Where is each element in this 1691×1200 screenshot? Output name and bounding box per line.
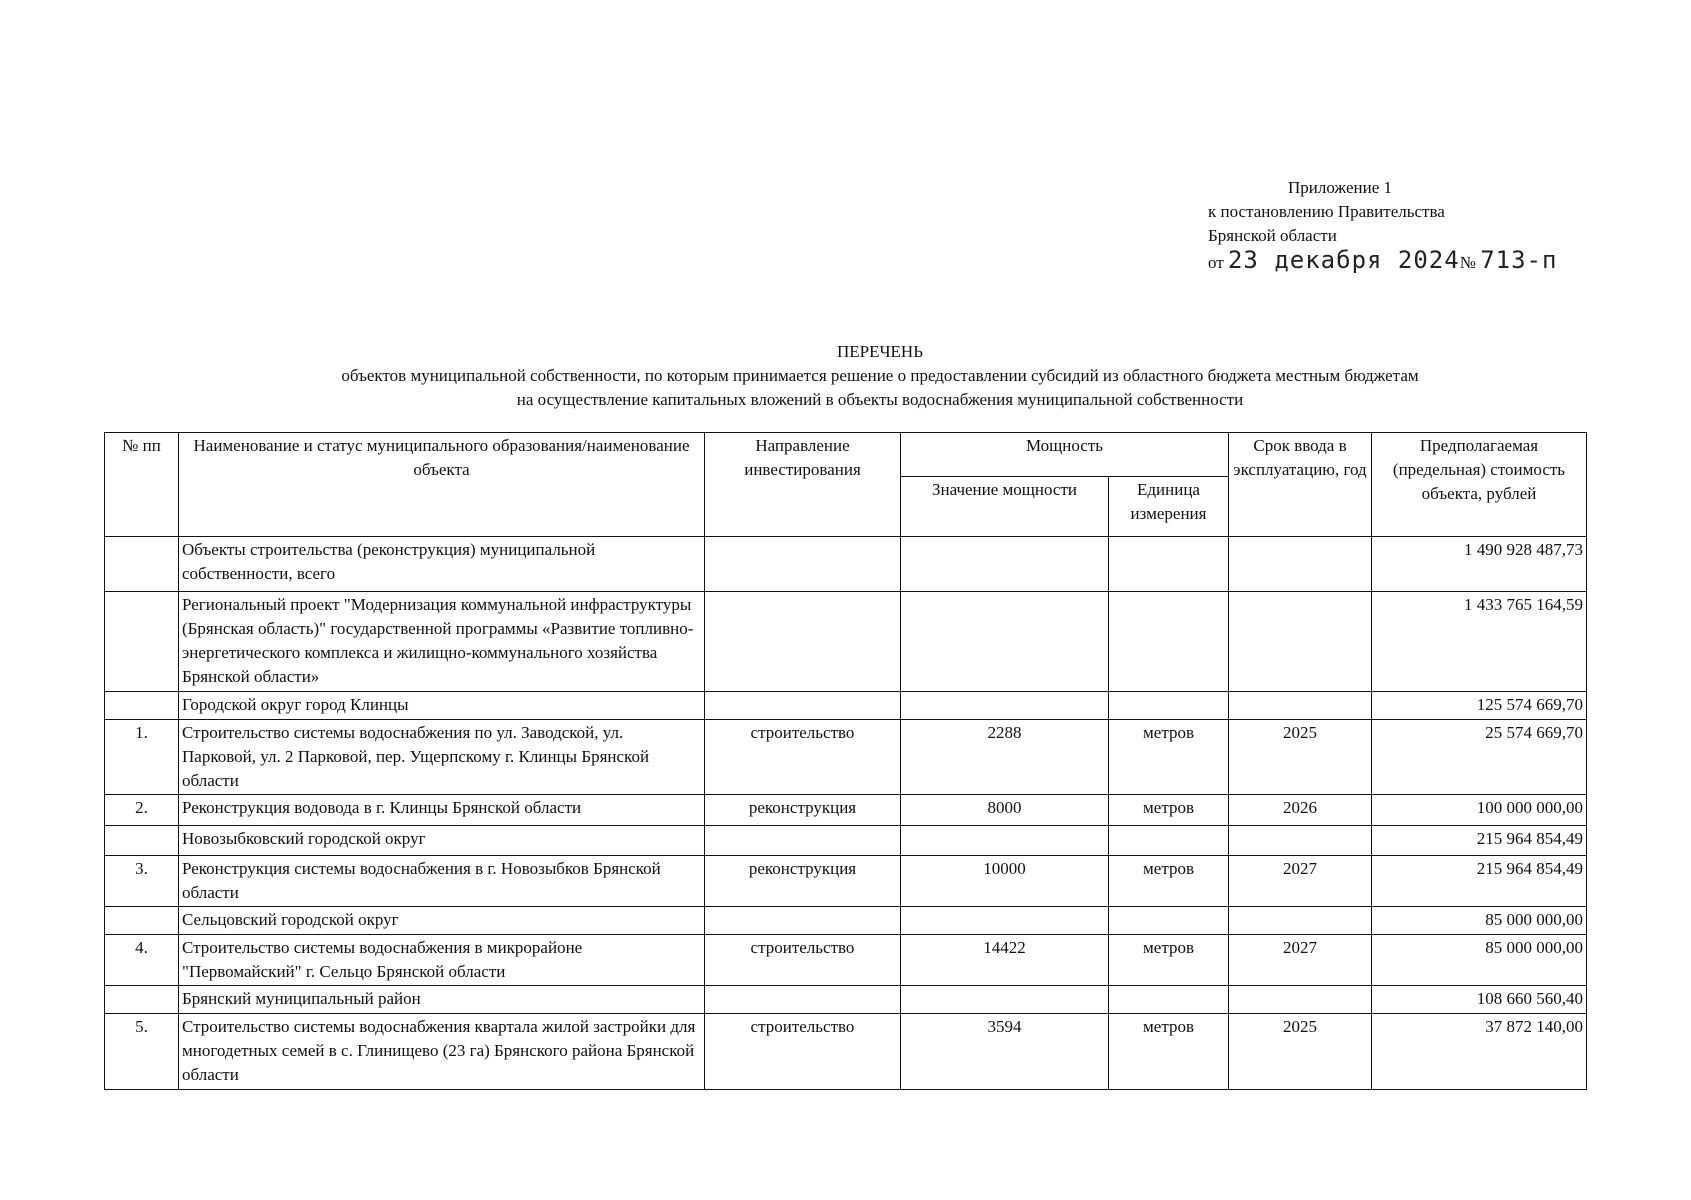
row-cost: 85 000 000,00 bbox=[1372, 935, 1587, 986]
row-name: Сельцовский городской округ bbox=[179, 907, 705, 935]
date-prefix: от bbox=[1208, 253, 1224, 272]
row-cost: 215 964 854,49 bbox=[1372, 856, 1587, 907]
row-year: 2025 bbox=[1229, 720, 1372, 795]
table-row bbox=[105, 856, 1587, 907]
row-cost: 125 574 669,70 bbox=[1372, 692, 1587, 720]
handwritten-number: 713-п bbox=[1480, 246, 1558, 274]
row-direction bbox=[705, 986, 901, 1014]
row-year bbox=[1229, 537, 1372, 592]
row-name: Реконструкция водовода в г. Клинцы Брянской области bbox=[179, 795, 705, 826]
row-name: Брянский муниципальный район bbox=[179, 986, 705, 1014]
table-row bbox=[105, 720, 1587, 795]
row-cost: 100 000 000,00 bbox=[1372, 795, 1587, 826]
appendix-title: Приложение 1 bbox=[1288, 178, 1392, 197]
header-direction: Направление инвестирования bbox=[705, 433, 901, 537]
row-direction: строительство bbox=[705, 1014, 901, 1090]
row-num: 4. bbox=[105, 935, 179, 986]
row-direction: реконструкция bbox=[705, 795, 901, 826]
row-capacity-value: 14422 bbox=[901, 935, 1109, 986]
row-capacity-value bbox=[901, 537, 1109, 592]
header-unit: Единица измерения bbox=[1109, 477, 1229, 537]
row-cost: 108 660 560,40 bbox=[1372, 986, 1587, 1014]
header-cost: Предполагаемая (предельная) стоимость объекта, рублей bbox=[1372, 433, 1587, 537]
row-num: 1. bbox=[105, 720, 179, 795]
handwritten-date: 23 декабря 2024 bbox=[1227, 246, 1460, 274]
row-cost: 25 574 669,70 bbox=[1372, 720, 1587, 795]
row-capacity-value: 8000 bbox=[901, 795, 1109, 826]
table-row bbox=[105, 986, 1587, 1014]
row-unit bbox=[1109, 692, 1229, 720]
row-capacity-value bbox=[901, 826, 1109, 856]
table-row bbox=[105, 692, 1587, 720]
row-name: Новозыбковский городской округ bbox=[179, 826, 705, 856]
header-term: Срок ввода в эксплуатацию, год bbox=[1229, 433, 1372, 537]
row-unit: метров bbox=[1109, 856, 1229, 907]
row-direction: строительство bbox=[705, 720, 901, 795]
row-year bbox=[1229, 907, 1372, 935]
row-name: Строительство системы водоснабжения квартала жилой застройки для многодетных семей в с. Глинищево (23 га) Брянского района Брянской области bbox=[179, 1014, 705, 1090]
row-direction bbox=[705, 537, 901, 592]
row-year: 2026 bbox=[1229, 795, 1372, 826]
row-capacity-value: 2288 bbox=[901, 720, 1109, 795]
table-row bbox=[105, 592, 1587, 692]
row-year bbox=[1229, 986, 1372, 1014]
row-capacity-value: 10000 bbox=[901, 856, 1109, 907]
row-direction bbox=[705, 592, 901, 692]
document-heading bbox=[0, 340, 1691, 412]
appendix-resolution: к постановлению Правительства bbox=[1208, 202, 1445, 221]
row-num bbox=[105, 692, 179, 720]
row-year: 2027 bbox=[1229, 935, 1372, 986]
appendix-region: Брянской области bbox=[1208, 226, 1337, 245]
row-num bbox=[105, 826, 179, 856]
row-num: 3. bbox=[105, 856, 179, 907]
number-prefix: № bbox=[1459, 253, 1476, 272]
row-unit: метров bbox=[1109, 720, 1229, 795]
row-num bbox=[105, 537, 179, 592]
row-num bbox=[105, 986, 179, 1014]
row-unit: метров bbox=[1109, 795, 1229, 826]
row-cost: 37 872 140,00 bbox=[1372, 1014, 1587, 1090]
row-direction bbox=[705, 692, 901, 720]
row-cost: 215 964 854,49 bbox=[1372, 826, 1587, 856]
document-subtitle-line1: объектов муниципальной собственности, по которым принимается решение о предоставлении субсидий из областного бюджета местным бюджетам bbox=[341, 366, 1419, 385]
row-direction: реконструкция bbox=[705, 856, 901, 907]
objects-table bbox=[104, 432, 1587, 1090]
row-name: Региональный проект "Модернизация коммунальной инфраструктуры (Брянская область)" государственной программы «Развитие топливно-энергетического комплекса и жилищно-коммунального хозяйства Брянской области» bbox=[179, 592, 705, 692]
row-direction bbox=[705, 907, 901, 935]
table-body bbox=[105, 537, 1587, 1090]
row-capacity-value bbox=[901, 907, 1109, 935]
row-year bbox=[1229, 692, 1372, 720]
table-row bbox=[105, 1014, 1587, 1090]
table-row bbox=[105, 907, 1587, 935]
row-num bbox=[105, 592, 179, 692]
header-num: № пп bbox=[105, 433, 179, 537]
document-subtitle-line2: на осуществление капитальных вложений в объекты водоснабжения муниципальной собственности bbox=[516, 390, 1244, 409]
row-capacity-value: 3594 bbox=[901, 1014, 1109, 1090]
row-direction: строительство bbox=[705, 935, 901, 986]
row-unit bbox=[1109, 592, 1229, 692]
row-name: Реконструкция системы водоснабжения в г. Новозыбков Брянской области bbox=[179, 856, 705, 907]
row-year bbox=[1229, 826, 1372, 856]
table-row bbox=[105, 795, 1587, 826]
row-name: Строительство системы водоснабжения по ул. Заводской, ул. Парковой, ул. 2 Парковой, пер. Ущерпскому г. Клинцы Брянской области bbox=[179, 720, 705, 795]
row-name: Объекты строительства (реконструкция) муниципальной собственности, всего bbox=[179, 537, 705, 592]
row-name: Городской округ город Клинцы bbox=[179, 692, 705, 720]
row-unit bbox=[1109, 907, 1229, 935]
row-cost: 1 490 928 487,73 bbox=[1372, 537, 1587, 592]
row-num bbox=[105, 907, 179, 935]
row-name: Строительство системы водоснабжения в микрорайоне "Первомайский" г. Сельцо Брянской области bbox=[179, 935, 705, 986]
row-cost: 85 000 000,00 bbox=[1372, 907, 1587, 935]
header-capacity-value: Значение мощности bbox=[901, 477, 1109, 537]
row-num: 5. bbox=[105, 1014, 179, 1090]
table-row bbox=[105, 537, 1587, 592]
row-num: 2. bbox=[105, 795, 179, 826]
table-row bbox=[105, 826, 1587, 856]
row-capacity-value bbox=[901, 592, 1109, 692]
header-name: Наименование и статус муниципального образования/наименование объекта bbox=[179, 433, 705, 537]
row-unit: метров bbox=[1109, 1014, 1229, 1090]
row-capacity-value bbox=[901, 692, 1109, 720]
row-unit bbox=[1109, 826, 1229, 856]
appendix-block bbox=[1208, 176, 1557, 275]
row-unit bbox=[1109, 986, 1229, 1014]
table-row bbox=[105, 935, 1587, 986]
appendix-date-line bbox=[1208, 248, 1557, 275]
row-unit bbox=[1109, 537, 1229, 592]
row-year bbox=[1229, 592, 1372, 692]
row-direction bbox=[705, 826, 901, 856]
header-capacity: Мощность bbox=[901, 433, 1229, 477]
row-unit: метров bbox=[1109, 935, 1229, 986]
row-cost: 1 433 765 164,59 bbox=[1372, 592, 1587, 692]
row-capacity-value bbox=[901, 986, 1109, 1014]
row-year: 2025 bbox=[1229, 1014, 1372, 1090]
document-title: ПЕРЕЧЕНЬ bbox=[837, 342, 923, 361]
row-year: 2027 bbox=[1229, 856, 1372, 907]
